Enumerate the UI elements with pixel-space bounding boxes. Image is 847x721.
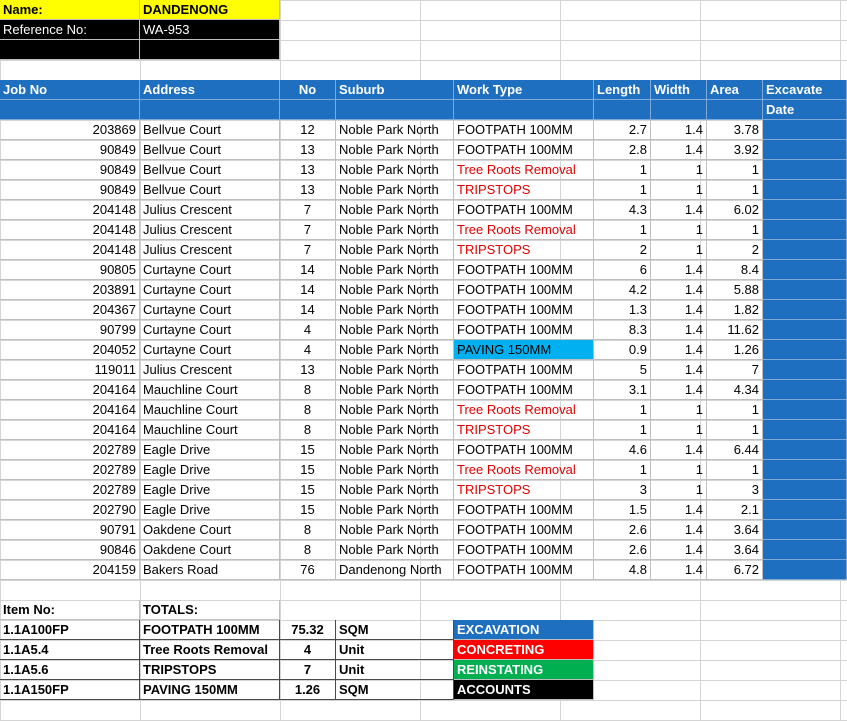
area-cell[interactable]: 4.34: [707, 380, 763, 400]
total-description[interactable]: Tree Roots Removal: [140, 640, 280, 660]
excavate-date-cell[interactable]: [763, 380, 847, 400]
width-cell[interactable]: 1: [651, 240, 707, 260]
suburb-cell[interactable]: Noble Park North: [336, 360, 454, 380]
job-no-cell[interactable]: 203869: [0, 120, 140, 140]
job-no-cell[interactable]: 202790: [0, 500, 140, 520]
length-cell[interactable]: 2.6: [594, 520, 651, 540]
total-unit[interactable]: SQM: [336, 620, 454, 640]
excavate-date-cell[interactable]: [763, 400, 847, 420]
street-no-cell[interactable]: 7: [280, 200, 336, 220]
width-cell[interactable]: 1.4: [651, 140, 707, 160]
width-cell[interactable]: 1.4: [651, 440, 707, 460]
work-type-cell[interactable]: FOOTPATH 100MM: [454, 140, 594, 160]
job-no-cell[interactable]: 90805: [0, 260, 140, 280]
area-cell[interactable]: 6.72: [707, 560, 763, 580]
address-cell[interactable]: Curtayne Court: [140, 320, 280, 340]
street-no-cell[interactable]: 8: [280, 420, 336, 440]
street-no-cell[interactable]: 76: [280, 560, 336, 580]
address-cell[interactable]: Bellvue Court: [140, 120, 280, 140]
length-cell[interactable]: 1: [594, 400, 651, 420]
area-cell[interactable]: 2: [707, 240, 763, 260]
street-no-cell[interactable]: 14: [280, 280, 336, 300]
work-type-cell[interactable]: Tree Roots Removal: [454, 160, 594, 180]
job-no-cell[interactable]: 204148: [0, 240, 140, 260]
total-unit[interactable]: Unit: [336, 660, 454, 680]
street-no-cell[interactable]: 15: [280, 440, 336, 460]
total-item-no[interactable]: 1.1A5.6: [0, 660, 140, 680]
work-type-cell[interactable]: FOOTPATH 100MM: [454, 120, 594, 140]
street-no-cell[interactable]: 14: [280, 300, 336, 320]
suburb-cell[interactable]: Noble Park North: [336, 180, 454, 200]
header-suburb[interactable]: Suburb: [336, 80, 454, 100]
excavate-date-cell[interactable]: [763, 280, 847, 300]
width-cell[interactable]: 1: [651, 180, 707, 200]
suburb-cell[interactable]: Noble Park North: [336, 400, 454, 420]
job-no-cell[interactable]: 204148: [0, 200, 140, 220]
job-no-cell[interactable]: 203891: [0, 280, 140, 300]
header-length[interactable]: Length: [594, 80, 651, 100]
area-cell[interactable]: 1: [707, 220, 763, 240]
excavate-date-cell[interactable]: [763, 300, 847, 320]
job-no-cell[interactable]: 90799: [0, 320, 140, 340]
header-job-no[interactable]: Job No: [0, 80, 140, 100]
area-cell[interactable]: 1.26: [707, 340, 763, 360]
legend-concreting[interactable]: CONCRETING: [454, 640, 594, 660]
header-excavate[interactable]: Excavate: [763, 80, 847, 100]
width-cell[interactable]: 1.4: [651, 560, 707, 580]
header-blank[interactable]: [594, 100, 651, 120]
width-cell[interactable]: 1.4: [651, 500, 707, 520]
width-cell[interactable]: 1: [651, 400, 707, 420]
work-type-cell[interactable]: PAVING 150MM: [454, 340, 594, 360]
suburb-cell[interactable]: Noble Park North: [336, 460, 454, 480]
address-cell[interactable]: Bellvue Court: [140, 140, 280, 160]
width-cell[interactable]: 1.4: [651, 380, 707, 400]
area-cell[interactable]: 1: [707, 160, 763, 180]
street-no-cell[interactable]: 4: [280, 320, 336, 340]
total-item-no[interactable]: 1.1A100FP: [0, 620, 140, 640]
address-cell[interactable]: Oakdene Court: [140, 520, 280, 540]
header-date[interactable]: Date: [763, 100, 847, 120]
address-cell[interactable]: Mauchline Court: [140, 420, 280, 440]
street-no-cell[interactable]: 13: [280, 160, 336, 180]
header-blank[interactable]: [0, 100, 140, 120]
address-cell[interactable]: Eagle Drive: [140, 460, 280, 480]
excavate-date-cell[interactable]: [763, 480, 847, 500]
street-no-cell[interactable]: 8: [280, 380, 336, 400]
header-blank[interactable]: [454, 100, 594, 120]
job-no-cell[interactable]: 202789: [0, 480, 140, 500]
job-no-cell[interactable]: 90849: [0, 160, 140, 180]
excavate-date-cell[interactable]: [763, 220, 847, 240]
legend-reinstating[interactable]: REINSTATING: [454, 660, 594, 680]
street-no-cell[interactable]: 8: [280, 540, 336, 560]
length-cell[interactable]: 1: [594, 420, 651, 440]
length-cell[interactable]: 4.8: [594, 560, 651, 580]
area-cell[interactable]: 1: [707, 180, 763, 200]
street-no-cell[interactable]: 8: [280, 400, 336, 420]
excavate-date-cell[interactable]: [763, 320, 847, 340]
suburb-cell[interactable]: Noble Park North: [336, 420, 454, 440]
total-item-no[interactable]: 1.1A5.4: [0, 640, 140, 660]
excavate-date-cell[interactable]: [763, 460, 847, 480]
address-cell[interactable]: Eagle Drive: [140, 440, 280, 460]
address-cell[interactable]: Curtayne Court: [140, 340, 280, 360]
area-cell[interactable]: 5.88: [707, 280, 763, 300]
header-area[interactable]: Area: [707, 80, 763, 100]
excavate-date-cell[interactable]: [763, 260, 847, 280]
suburb-cell[interactable]: Noble Park North: [336, 280, 454, 300]
length-cell[interactable]: 1: [594, 220, 651, 240]
suburb-cell[interactable]: Dandenong North: [336, 560, 454, 580]
area-cell[interactable]: 1.82: [707, 300, 763, 320]
work-type-cell[interactable]: TRIPSTOPS: [454, 180, 594, 200]
street-no-cell[interactable]: 4: [280, 340, 336, 360]
black-empty-cell[interactable]: [140, 40, 280, 60]
street-no-cell[interactable]: 7: [280, 220, 336, 240]
header-work-type[interactable]: Work Type: [454, 80, 594, 100]
work-type-cell[interactable]: Tree Roots Removal: [454, 460, 594, 480]
suburb-cell[interactable]: Noble Park North: [336, 540, 454, 560]
street-no-cell[interactable]: 13: [280, 180, 336, 200]
length-cell[interactable]: 1.5: [594, 500, 651, 520]
total-description[interactable]: FOOTPATH 100MM: [140, 620, 280, 640]
suburb-cell[interactable]: Noble Park North: [336, 120, 454, 140]
length-cell[interactable]: 1: [594, 460, 651, 480]
name-value-cell[interactable]: DANDENONG: [140, 0, 280, 20]
address-cell[interactable]: Mauchline Court: [140, 400, 280, 420]
area-cell[interactable]: 1: [707, 460, 763, 480]
excavate-date-cell[interactable]: [763, 360, 847, 380]
length-cell[interactable]: 2.7: [594, 120, 651, 140]
job-no-cell[interactable]: 90791: [0, 520, 140, 540]
area-cell[interactable]: 7: [707, 360, 763, 380]
job-no-cell[interactable]: 204052: [0, 340, 140, 360]
area-cell[interactable]: 3.92: [707, 140, 763, 160]
excavate-date-cell[interactable]: [763, 340, 847, 360]
job-no-cell[interactable]: 90849: [0, 180, 140, 200]
suburb-cell[interactable]: Noble Park North: [336, 140, 454, 160]
suburb-cell[interactable]: Noble Park North: [336, 160, 454, 180]
excavate-date-cell[interactable]: [763, 140, 847, 160]
suburb-cell[interactable]: Noble Park North: [336, 220, 454, 240]
width-cell[interactable]: 1.4: [651, 300, 707, 320]
width-cell[interactable]: 1: [651, 460, 707, 480]
excavate-date-cell[interactable]: [763, 540, 847, 560]
width-cell[interactable]: 1.4: [651, 320, 707, 340]
job-no-cell[interactable]: 90849: [0, 140, 140, 160]
name-label-cell[interactable]: Name:: [0, 0, 140, 20]
address-cell[interactable]: Bellvue Court: [140, 180, 280, 200]
area-cell[interactable]: 3: [707, 480, 763, 500]
job-no-cell[interactable]: 204367: [0, 300, 140, 320]
area-cell[interactable]: 3.64: [707, 520, 763, 540]
length-cell[interactable]: 4.3: [594, 200, 651, 220]
width-cell[interactable]: 1: [651, 220, 707, 240]
reference-label-cell[interactable]: Reference No:: [0, 20, 140, 40]
job-no-cell[interactable]: 204164: [0, 400, 140, 420]
excavate-date-cell[interactable]: [763, 440, 847, 460]
work-type-cell[interactable]: FOOTPATH 100MM: [454, 320, 594, 340]
excavate-date-cell[interactable]: [763, 560, 847, 580]
total-quantity[interactable]: 1.26: [280, 680, 336, 700]
header-width[interactable]: Width: [651, 80, 707, 100]
excavate-date-cell[interactable]: [763, 120, 847, 140]
length-cell[interactable]: 3: [594, 480, 651, 500]
excavate-date-cell[interactable]: [763, 200, 847, 220]
suburb-cell[interactable]: Noble Park North: [336, 200, 454, 220]
header-blank[interactable]: [651, 100, 707, 120]
total-quantity[interactable]: 7: [280, 660, 336, 680]
work-type-cell[interactable]: TRIPSTOPS: [454, 240, 594, 260]
address-cell[interactable]: Julius Crescent: [140, 220, 280, 240]
street-no-cell[interactable]: 14: [280, 260, 336, 280]
total-description[interactable]: PAVING 150MM: [140, 680, 280, 700]
work-type-cell[interactable]: FOOTPATH 100MM: [454, 200, 594, 220]
excavate-date-cell[interactable]: [763, 420, 847, 440]
total-unit[interactable]: SQM: [336, 680, 454, 700]
length-cell[interactable]: 0.9: [594, 340, 651, 360]
excavate-date-cell[interactable]: [763, 500, 847, 520]
suburb-cell[interactable]: Noble Park North: [336, 300, 454, 320]
width-cell[interactable]: 1.4: [651, 280, 707, 300]
length-cell[interactable]: 8.3: [594, 320, 651, 340]
excavate-date-cell[interactable]: [763, 520, 847, 540]
length-cell[interactable]: 1: [594, 160, 651, 180]
area-cell[interactable]: 1: [707, 420, 763, 440]
street-no-cell[interactable]: 15: [280, 460, 336, 480]
width-cell[interactable]: 1.4: [651, 520, 707, 540]
street-no-cell[interactable]: 8: [280, 520, 336, 540]
area-cell[interactable]: 11.62: [707, 320, 763, 340]
excavate-date-cell[interactable]: [763, 180, 847, 200]
job-no-cell[interactable]: 204148: [0, 220, 140, 240]
header-blank[interactable]: [140, 100, 280, 120]
length-cell[interactable]: 4.2: [594, 280, 651, 300]
street-no-cell[interactable]: 13: [280, 360, 336, 380]
job-no-cell[interactable]: 202789: [0, 440, 140, 460]
suburb-cell[interactable]: Noble Park North: [336, 440, 454, 460]
suburb-cell[interactable]: Noble Park North: [336, 480, 454, 500]
header-blank[interactable]: [280, 100, 336, 120]
job-no-cell[interactable]: 204164: [0, 380, 140, 400]
legend-excavation[interactable]: EXCAVATION: [454, 620, 594, 640]
area-cell[interactable]: 8.4: [707, 260, 763, 280]
length-cell[interactable]: 3.1: [594, 380, 651, 400]
length-cell[interactable]: 6: [594, 260, 651, 280]
work-type-cell[interactable]: FOOTPATH 100MM: [454, 540, 594, 560]
suburb-cell[interactable]: Noble Park North: [336, 240, 454, 260]
work-type-cell[interactable]: FOOTPATH 100MM: [454, 300, 594, 320]
work-type-cell[interactable]: Tree Roots Removal: [454, 400, 594, 420]
black-empty-cell[interactable]: [0, 40, 140, 60]
area-cell[interactable]: 1: [707, 400, 763, 420]
area-cell[interactable]: 6.44: [707, 440, 763, 460]
total-quantity[interactable]: 75.32: [280, 620, 336, 640]
work-type-cell[interactable]: FOOTPATH 100MM: [454, 520, 594, 540]
width-cell[interactable]: 1.4: [651, 200, 707, 220]
address-cell[interactable]: Julius Crescent: [140, 240, 280, 260]
work-type-cell[interactable]: FOOTPATH 100MM: [454, 560, 594, 580]
suburb-cell[interactable]: Noble Park North: [336, 260, 454, 280]
width-cell[interactable]: 1.4: [651, 340, 707, 360]
work-type-cell[interactable]: TRIPSTOPS: [454, 420, 594, 440]
excavate-date-cell[interactable]: [763, 240, 847, 260]
address-cell[interactable]: Bakers Road: [140, 560, 280, 580]
total-unit[interactable]: Unit: [336, 640, 454, 660]
width-cell[interactable]: 1.4: [651, 120, 707, 140]
width-cell[interactable]: 1: [651, 420, 707, 440]
area-cell[interactable]: 3.78: [707, 120, 763, 140]
work-type-cell[interactable]: FOOTPATH 100MM: [454, 280, 594, 300]
total-quantity[interactable]: 4: [280, 640, 336, 660]
reference-value-cell[interactable]: WA-953: [140, 20, 280, 40]
width-cell[interactable]: 1.4: [651, 260, 707, 280]
width-cell[interactable]: 1: [651, 160, 707, 180]
street-no-cell[interactable]: 7: [280, 240, 336, 260]
header-blank[interactable]: [707, 100, 763, 120]
legend-accounts[interactable]: ACCOUNTS: [454, 680, 594, 700]
job-no-cell[interactable]: 202789: [0, 460, 140, 480]
address-cell[interactable]: Julius Crescent: [140, 360, 280, 380]
address-cell[interactable]: Bellvue Court: [140, 160, 280, 180]
address-cell[interactable]: Eagle Drive: [140, 480, 280, 500]
suburb-cell[interactable]: Noble Park North: [336, 340, 454, 360]
header-blank[interactable]: [336, 100, 454, 120]
area-cell[interactable]: 2.1: [707, 500, 763, 520]
work-type-cell[interactable]: FOOTPATH 100MM: [454, 380, 594, 400]
total-item-no[interactable]: 1.1A150FP: [0, 680, 140, 700]
street-no-cell[interactable]: 15: [280, 480, 336, 500]
length-cell[interactable]: 4.6: [594, 440, 651, 460]
work-type-cell[interactable]: FOOTPATH 100MM: [454, 360, 594, 380]
job-no-cell[interactable]: 119011: [0, 360, 140, 380]
width-cell[interactable]: 1: [651, 480, 707, 500]
job-no-cell[interactable]: 90846: [0, 540, 140, 560]
width-cell[interactable]: 1.4: [651, 540, 707, 560]
work-type-cell[interactable]: Tree Roots Removal: [454, 220, 594, 240]
header-no[interactable]: No: [280, 80, 336, 100]
length-cell[interactable]: 1: [594, 180, 651, 200]
job-no-cell[interactable]: 204164: [0, 420, 140, 440]
total-description[interactable]: TRIPSTOPS: [140, 660, 280, 680]
length-cell[interactable]: 2.8: [594, 140, 651, 160]
street-no-cell[interactable]: 15: [280, 500, 336, 520]
address-cell[interactable]: Eagle Drive: [140, 500, 280, 520]
item-no-label[interactable]: Item No:: [0, 600, 140, 620]
length-cell[interactable]: 5: [594, 360, 651, 380]
job-no-cell[interactable]: 204159: [0, 560, 140, 580]
header-address[interactable]: Address: [140, 80, 280, 100]
suburb-cell[interactable]: Noble Park North: [336, 520, 454, 540]
work-type-cell[interactable]: FOOTPATH 100MM: [454, 440, 594, 460]
suburb-cell[interactable]: Noble Park North: [336, 320, 454, 340]
length-cell[interactable]: 2: [594, 240, 651, 260]
width-cell[interactable]: 1.4: [651, 360, 707, 380]
work-type-cell[interactable]: FOOTPATH 100MM: [454, 500, 594, 520]
length-cell[interactable]: 1.3: [594, 300, 651, 320]
address-cell[interactable]: Curtayne Court: [140, 280, 280, 300]
work-type-cell[interactable]: FOOTPATH 100MM: [454, 260, 594, 280]
area-cell[interactable]: 6.02: [707, 200, 763, 220]
suburb-cell[interactable]: Noble Park North: [336, 500, 454, 520]
length-cell[interactable]: 2.6: [594, 540, 651, 560]
address-cell[interactable]: Oakdene Court: [140, 540, 280, 560]
suburb-cell[interactable]: Noble Park North: [336, 380, 454, 400]
work-type-cell[interactable]: TRIPSTOPS: [454, 480, 594, 500]
totals-label[interactable]: TOTALS:: [140, 600, 280, 620]
street-no-cell[interactable]: 13: [280, 140, 336, 160]
address-cell[interactable]: Curtayne Court: [140, 260, 280, 280]
excavate-date-cell[interactable]: [763, 160, 847, 180]
street-no-cell[interactable]: 12: [280, 120, 336, 140]
area-cell[interactable]: 3.64: [707, 540, 763, 560]
address-cell[interactable]: Mauchline Court: [140, 380, 280, 400]
address-cell[interactable]: Curtayne Court: [140, 300, 280, 320]
address-cell[interactable]: Julius Crescent: [140, 200, 280, 220]
